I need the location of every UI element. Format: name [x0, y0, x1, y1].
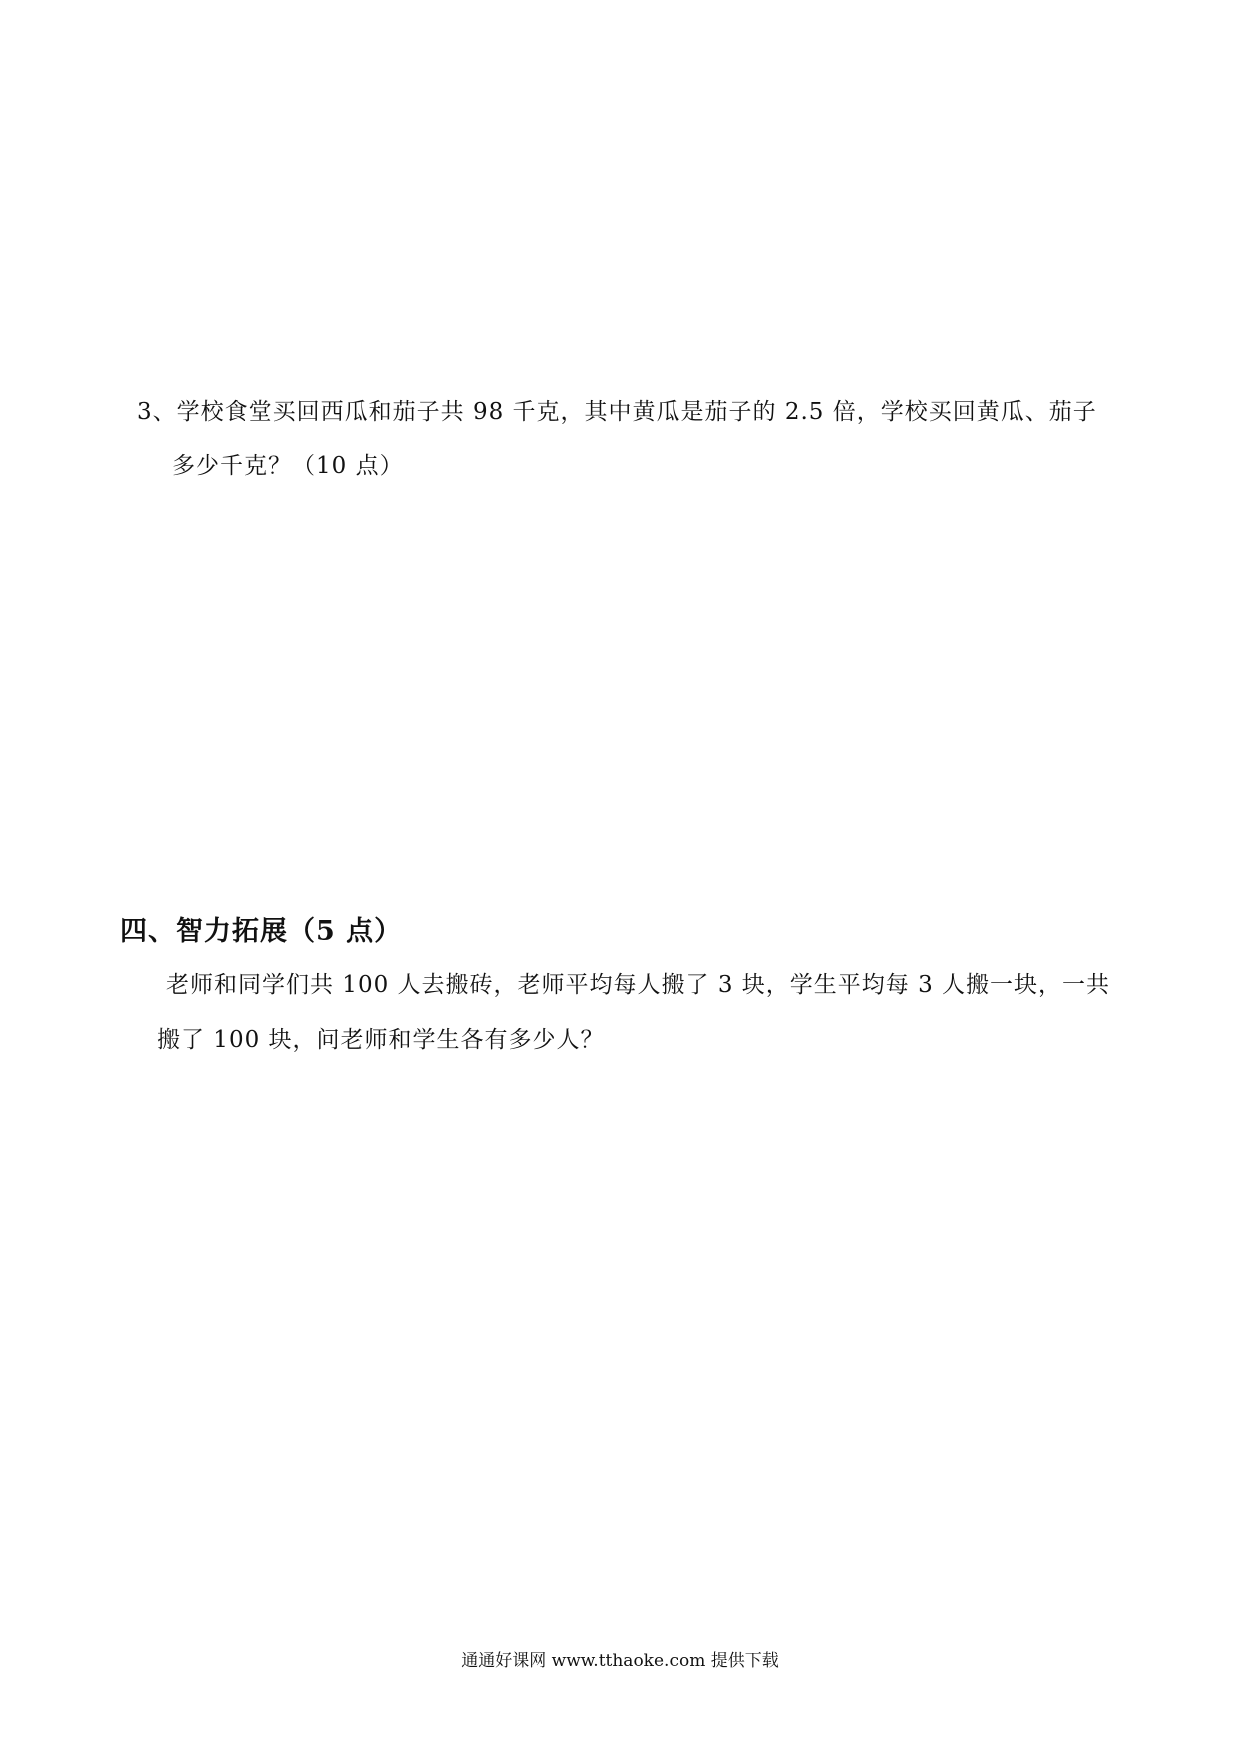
page-footer: 通通好课网 www.tthaoke.com 提供下载 [461, 1651, 779, 1671]
section-4-problem-line-2: 搬了 100 块，问老师和学生各有多少人？ [157, 1027, 605, 1053]
section-4-heading: 四、智力拓展（5 点） [120, 916, 403, 947]
question-3-text-line-1: 3、学校食堂买回西瓜和茄子共 98 千克，其中黄瓜是茄子的 2.5 倍，学校买回黄瓜、茄子 [137, 399, 1097, 425]
section-4-problem-line-1: 老师和同学们共 100 人去搬砖，老师平均每人搬了 3 块，学生平均每 3 人搬一块，一共 [166, 972, 1111, 998]
question-3-text-line-2: 多少千克？（10 点） [172, 453, 404, 479]
